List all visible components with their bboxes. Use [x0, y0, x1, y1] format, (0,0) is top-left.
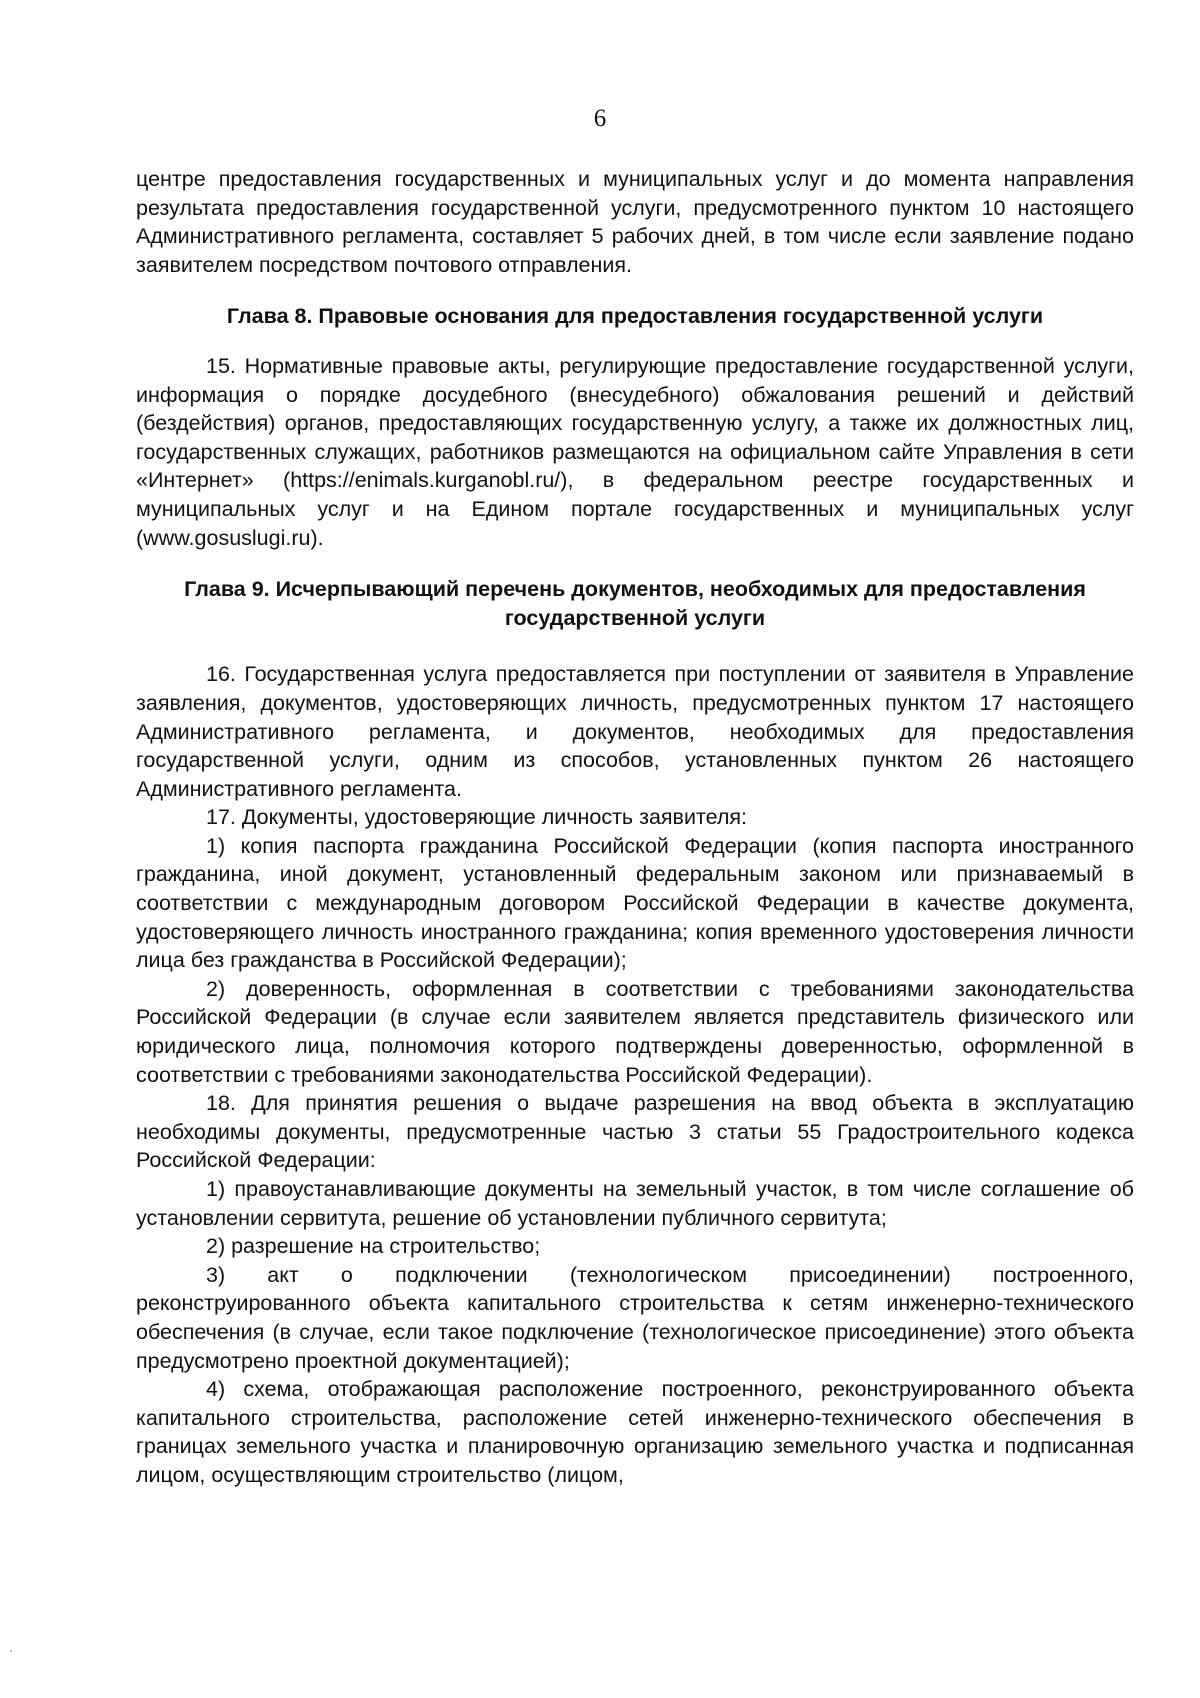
- paragraph-16: 16. Государственная услуга предоставляется при поступлении от заявителя в Управление заявления, документов, удостоверяющих личность, предусмотренных пунктом 17 настоящего Административного регламента, и документов, необходимых для предоставления государственной услуги, одним из способов, установленных пунктом 26 настоящего Административного регламента.: [136, 662, 1134, 801]
- chapter-9-heading: [136, 575, 1134, 632]
- document-body: [136, 165, 1134, 1490]
- chapter-9-heading-line-2: государственной услуги: [504, 605, 766, 630]
- chapter-9-heading-line-1: Глава 9. Исчерпывающий перечень документов, необходимых для предоставления: [184, 577, 1086, 602]
- paragraph-18-4: 4) схема, отображающая расположение построенного, реконструированного объекта капитального строительства, расположение сетей инженерно-технического обеспечения в границах земельного участка и планировочную организацию земельного участка и подписанная лицом, осуществляющим строительство (лицом,: [136, 1377, 1134, 1487]
- paragraph-17-1: 1) копия паспорта гражданина Российской Федерации (копия паспорта иностранного гражданина, иной документ, установленный федеральным законом или признаваемый в соответствии с международным договором Российской Федерации в качестве документа, удостоверяющего личность иностранного гражданина; копия временного удостоверения личности лица без гражданства в Российской Федерации);: [136, 833, 1134, 973]
- intro-paragraph: центре предоставления государственных и муниципальных услуг и до момента направления результата предоставления государственной услуги, предусмотренного пунктом 10 настоящего Административного регламента, составляет 5 рабочих дней, в том числе если заявление подано заявителем посредством почтового отправления.: [136, 167, 1134, 277]
- paragraph-18-3: 3) акт о подключении (технологическом присоединении) построенного, реконструированного объекта капитального строительства к сетям инженерно-технического обеспечения (в случае, если такое подключение (технологическое присоединение) этого объекта предусмотрено проектной документацией);: [136, 1262, 1134, 1373]
- paragraph-18: 18. Для принятия решения о выдаче разрешения на ввод объекта в эксплуатацию необходимы документы, предусмотренные частью 3 статьи 55 Градостроительного кодекса Российской Федерации:: [136, 1091, 1134, 1173]
- scan-speck: [10, 1650, 12, 1652]
- paragraph-18-1: 1) правоустанавливающие документы на земельный участок, в том числе соглашение об установлении сервитута, решение об установлении публичного сервитута;: [136, 1177, 1134, 1230]
- paragraph-17: 17. Документы, удостоверяющие личность заявителя:: [206, 805, 747, 830]
- chapter-8-heading: Глава 8. Правовые основания для предоставления государственной услуги: [226, 304, 1044, 329]
- paragraph-15: 15. Нормативные правовые акты, регулирующие предоставление государственной услуги, информация о порядке досудебного (внесудебного) обжалования решений и действий (бездействия) органов, предоставляющих государственную услугу, а также их должностных лиц, государственных служащих, работников размещаются на официальном сайте Управления в сети «Интернет» (https://enimals.kurganobl.ru/), в федеральном реестре государственных и муниципальных услуг и на Едином портале государственных и муниципальных услуг (www.gosuslugi.ru).: [136, 353, 1134, 550]
- paragraph-17-2: 2) доверенность, оформленная в соответствии с требованиями законодательства Российской Федерации (в случае если заявителем является представитель физического или юридического лица, полномочия которого подтверждены доверенностью, оформленной в соответствии с требованиями законодательства Российской Федерации).: [136, 976, 1134, 1087]
- paragraph-18-2: 2) разрешение на строительство;: [206, 1234, 541, 1259]
- page-number: 6: [593, 105, 607, 132]
